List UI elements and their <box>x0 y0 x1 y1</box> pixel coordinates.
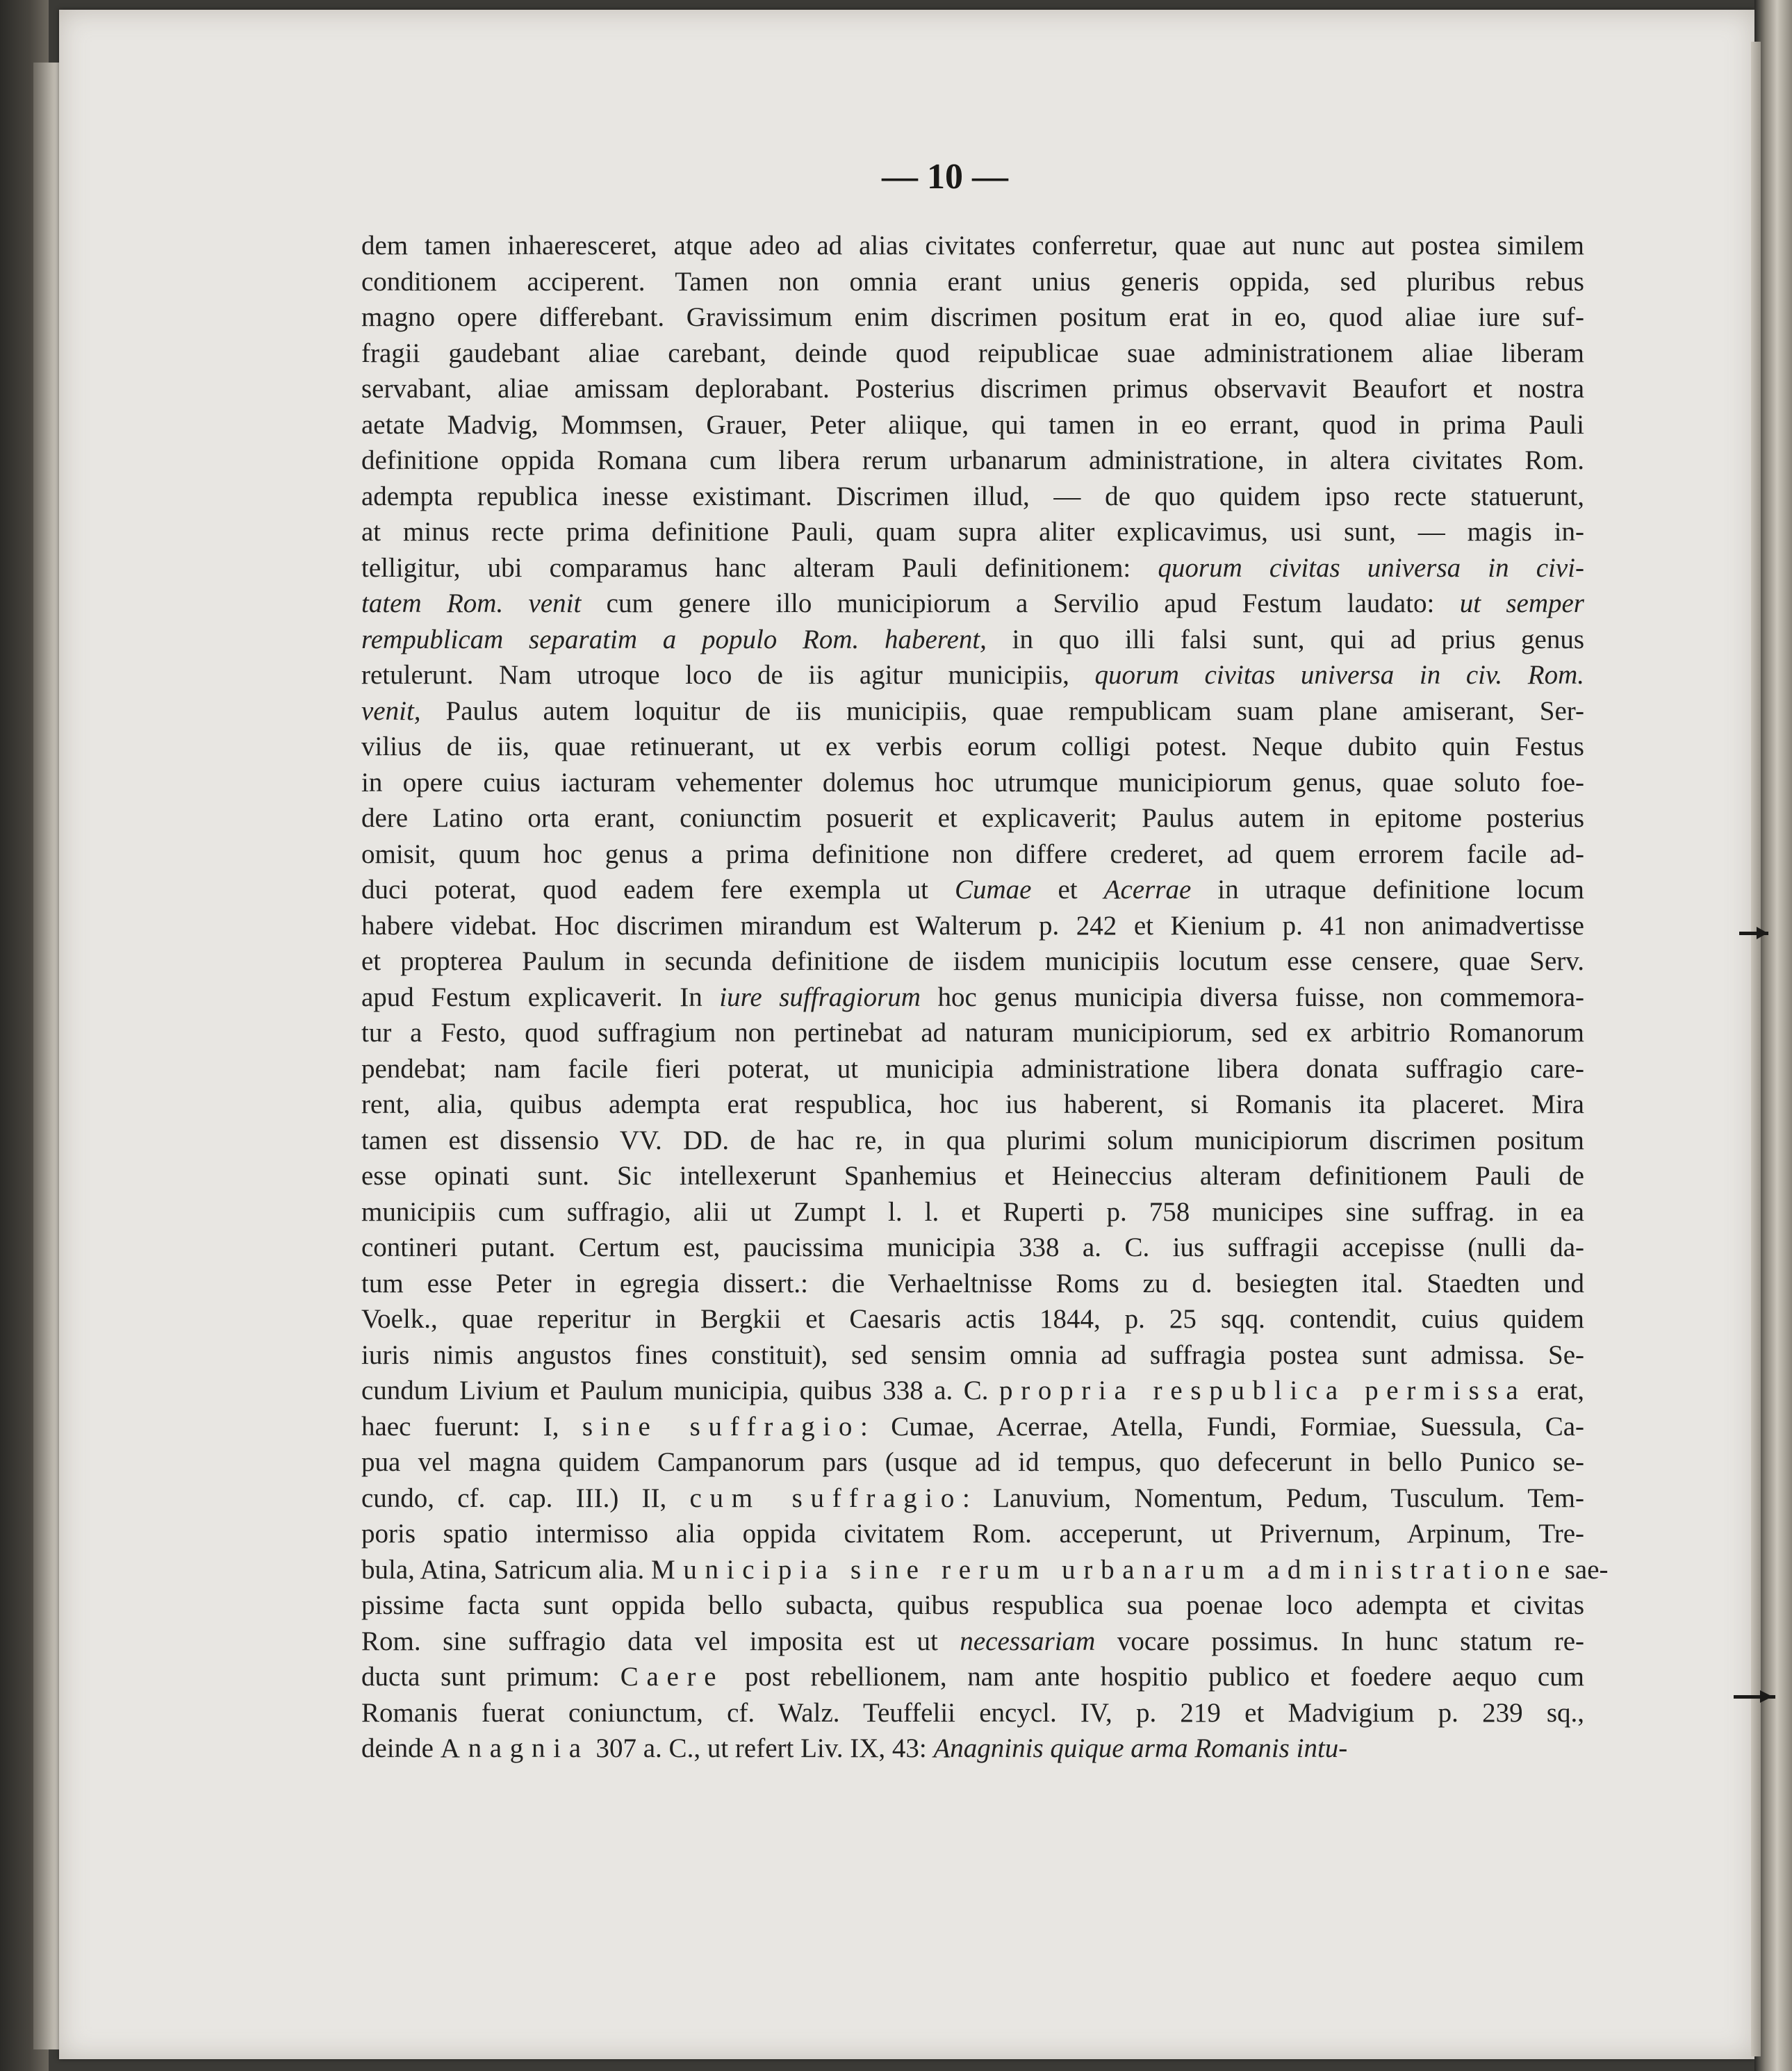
text-segment: retulerunt. Nam utroque loco de iis agitur municipiis, <box>361 660 1095 690</box>
text-line <box>361 299 1584 336</box>
text-segment: deinde <box>361 1733 441 1763</box>
text-segment: magno opere differebant. Gravissimum enim discrimen positum erat in eo, quod aliae iure suf- <box>361 302 1584 332</box>
text-segment: tamen est dissensio VV. DD. de hac re, in qua plurimi solum municipiorum discrimen positum <box>361 1125 1584 1155</box>
text-segment: servabant, aliae amissam deplorabant. Posterius discrimen primus observavit Beaufort et nostra <box>361 374 1584 404</box>
text-segment: adempta republica inesse existimant. Discrimen illud, — de quo quidem ipso recte statuerunt, <box>361 481 1584 511</box>
text-line <box>361 514 1584 550</box>
text-segment: ut semper <box>1459 588 1584 618</box>
text-segment: conditionem acciperent. Tamen non omnia erant unius generis oppida, sed pluribus rebus <box>361 266 1584 297</box>
text-line <box>361 1552 1609 1588</box>
text-segment: dere Latino orta erant, coniunctim posuerit et explicaverit; Paulus autem in epitome posterius <box>361 803 1584 833</box>
text-segment: Caere <box>620 1662 725 1692</box>
text-line <box>361 622 1584 658</box>
text-segment: omisit, quum hoc genus a prima definitione non differe crederet, ad quem errorem facile ad- <box>361 839 1584 869</box>
text-line <box>361 336 1584 372</box>
text-line <box>361 1051 1584 1087</box>
text-segment: Voelk., quae reperitur in Bergkii et Caesaris actis 1844, p. 25 sqq. contendit, cuius quidem <box>361 1304 1584 1334</box>
text-line <box>361 550 1584 586</box>
text-segment: pua vel magna quidem Campanorum pars (usque ad id tempus, quo defecerunt in bello Punico se- <box>361 1447 1584 1477</box>
text-segment: apud Festum explicaverit. In <box>361 982 720 1012</box>
text-segment: Anagnia <box>440 1733 589 1763</box>
text-segment: at minus recte prima definitione Pauli, quam supra aliter explicavimus, usi sunt, — magis in- <box>361 517 1584 547</box>
text-segment: : Cumae, Acerrae, Atella, Fundi, Formiae, Suessula, Ca- <box>860 1411 1585 1442</box>
text-line <box>361 943 1584 980</box>
text-segment: Municipia sine rerum urbanarum administratione <box>650 1554 1558 1585</box>
text-segment: fragii gaudebant aliae carebant, deinde quod reipublicae suae administrationem aliae liberam <box>361 338 1584 368</box>
text-line <box>361 800 1584 836</box>
text-segment: cum suffragio <box>689 1483 963 1513</box>
text-segment: aetate Madvig, Mommsen, Grauer, Peter aliique, qui tamen in eo errant, quod in prima Pauli <box>361 409 1584 440</box>
text-segment: vilius de iis, quae retinuerant, ut ex verbis eorum colligi potest. Neque dubito quin Festus <box>361 732 1584 761</box>
text-segment: propria respublica permissa <box>999 1376 1527 1405</box>
text-line <box>361 586 1584 622</box>
text-segment: poris spatio intermisso alia oppida civitatem Rom. acceperunt, ut Privernum, Arpinum, Tre- <box>361 1519 1584 1549</box>
text-segment: duci poterat, quod eadem fere exempla ut <box>361 875 955 905</box>
text-segment: municipiis cum suffragio, alii ut Zumpt l. l. et Ruperti p. 758 municipes sine suffrag. in ea <box>361 1196 1584 1227</box>
text-line <box>361 443 1584 479</box>
text-line <box>361 1123 1584 1159</box>
text-line <box>361 1015 1584 1051</box>
text-segment: sine suffragio <box>582 1411 861 1442</box>
text-segment: post rebellionem, nam ante hospitio publico et foedere aequo cum <box>724 1662 1584 1692</box>
text-segment: pissime facta sunt oppida bello subacta, quibus respublica sua poenae loco adempta et civitas <box>361 1590 1584 1620</box>
text-segment: et <box>1031 875 1104 905</box>
text-segment: cum genere illo municipiorum a Servilio apud Festum laudato: <box>581 588 1460 618</box>
text-segment: ducta sunt primum: <box>361 1662 620 1692</box>
text-segment: quorum civitas universa in civi- <box>1158 552 1584 583</box>
text-segment: Anagninis quique arma Romanis intu- <box>933 1733 1348 1763</box>
text-line <box>361 657 1584 693</box>
text-segment: cundo, cf. cap. III.) II, <box>361 1483 690 1513</box>
page-number: — 10 — <box>882 157 1008 197</box>
text-line <box>361 1409 1584 1445</box>
text-segment: hoc genus municipia diversa fuisse, non commemora- <box>920 982 1585 1012</box>
text-segment: esse opinati sunt. Sic intellexerunt Spanhemius et Heineccius alteram definitionem Pauli de <box>361 1161 1584 1191</box>
margin-tick-lower-arrow <box>1760 1690 1773 1703</box>
text-line <box>361 765 1584 801</box>
text-line <box>361 371 1584 407</box>
text-segment: iure suffragiorum <box>719 982 921 1012</box>
text-line <box>361 693 1584 729</box>
text-segment: in quo illi falsi sunt, qui ad prius genus <box>986 624 1585 654</box>
text-segment: quorum civitas universa in civ. Rom. <box>1094 660 1584 690</box>
text-segment: iuris nimis angustos fines constituit), sed sensim omnia ad suffragia postea sunt admissa. Se- <box>361 1339 1584 1370</box>
text-segment: cundum Livium et Paulum municipia, quibus 338 a. C. <box>361 1376 999 1405</box>
text-segment: tur a Festo, quod suffragium non pertinebat ad naturam municipiorum, sed ex arbitrio Romanorum <box>361 1018 1584 1048</box>
text-line <box>361 1659 1584 1695</box>
text-segment: Paulus autem loquitur de iis municipiis, quae rempublicam suam plane amiserant, Ser- <box>420 695 1584 726</box>
text-line <box>361 1158 1584 1194</box>
text-line <box>361 1444 1584 1480</box>
text-segment: in opere cuius iacturam vehementer dolemus hoc utrumque municipiorum genus, quae soluto foe- <box>361 767 1584 798</box>
text-segment: in utraque definitione locum <box>1191 875 1584 905</box>
text-line <box>361 1516 1584 1552</box>
text-line <box>361 1301 1584 1337</box>
text-line <box>361 1230 1584 1266</box>
text-segment: necessariam <box>960 1626 1096 1656</box>
text-line <box>361 1695 1584 1731</box>
text-line <box>361 729 1584 765</box>
text-line <box>361 836 1584 873</box>
text-segment: vocare possimus. In hunc statum re- <box>1095 1626 1584 1656</box>
text-line <box>361 908 1584 944</box>
text-segment: habere videbat. Hoc discrimen mirandum est Walterum p. 242 et Kienium p. 41 non animadvertisse <box>361 910 1584 941</box>
text-segment: et propterea Paulum in secunda definitione de iisdem municipiis locutum esse censere, quae Serv. <box>361 946 1584 976</box>
text-segment: rempublicam separatim a populo Rom. haberent, <box>361 624 987 654</box>
text-line <box>361 1373 1584 1409</box>
margin-tick-upper-arrow <box>1757 927 1768 939</box>
text-segment: pendebat; nam facile fieri poterat, ut municipia administratione libera donata suffragio care- <box>361 1053 1584 1084</box>
text-line <box>361 1624 1584 1660</box>
text-line <box>361 264 1584 300</box>
text-line <box>361 980 1584 1016</box>
text-segment: Rom. sine suffragio data vel imposita est ut <box>361 1626 960 1656</box>
text-line <box>361 1266 1584 1302</box>
text-segment: tatem Rom. venit <box>361 588 582 618</box>
text-line <box>361 479 1584 515</box>
text-line <box>361 1337 1584 1373</box>
text-line <box>361 1480 1584 1517</box>
text-segment: definitione oppida Romana cum libera rerum urbanarum administratione, in altera civitates Rom. <box>361 445 1584 475</box>
adjacent-page-edge <box>1751 42 1761 2056</box>
text-line <box>361 1087 1584 1123</box>
text-segment: contineri putant. Certum est, paucissima municipia 338 a. C. ius suffragii accepisse (nulli da- <box>361 1232 1584 1262</box>
body-text <box>361 228 1609 1767</box>
text-segment: tum esse Peter in egregia dissert.: die Verhaeltnisse Roms zu d. besiegten ital. Staedten und <box>361 1268 1584 1298</box>
text-segment: Cumae <box>955 875 1032 905</box>
text-segment: Romanis fuerat coniunctum, cf. Walz. Teuffelii encycl. IV, p. 219 et Madvigium p. 239 sq., <box>361 1697 1584 1728</box>
text-line <box>361 1587 1584 1624</box>
text-line <box>361 872 1584 908</box>
text-segment: Acerrae <box>1103 875 1192 905</box>
text-segment: sae- <box>1557 1554 1609 1585</box>
text-line <box>361 1731 1584 1767</box>
text-segment: bula, Atina, Satricum alia. <box>361 1554 651 1585</box>
text-segment: venit, <box>361 695 421 726</box>
text-segment: rent, alia, quibus adempta erat respublica, hoc ius haberent, si Romanis ita placeret. Mira <box>361 1089 1584 1119</box>
text-segment: haec fuerunt: I, <box>361 1411 582 1442</box>
text-line <box>361 1194 1584 1230</box>
text-segment: telligitur, ubi comparamus hanc alteram Pauli definitionem: <box>361 552 1158 583</box>
text-segment: erat, <box>1526 1376 1584 1405</box>
text-line <box>361 407 1584 443</box>
text-segment: dem tamen inhaeresceret, atque adeo ad alias civitates conferretur, quae aut nunc aut postea similem <box>361 231 1584 261</box>
text-segment: : Lanuvium, Nomentum, Pedum, Tusculum. Tem- <box>962 1483 1584 1513</box>
text-segment: 307 a. C., ut refert Liv. IX, 43: <box>589 1733 934 1763</box>
text-line <box>361 228 1584 264</box>
